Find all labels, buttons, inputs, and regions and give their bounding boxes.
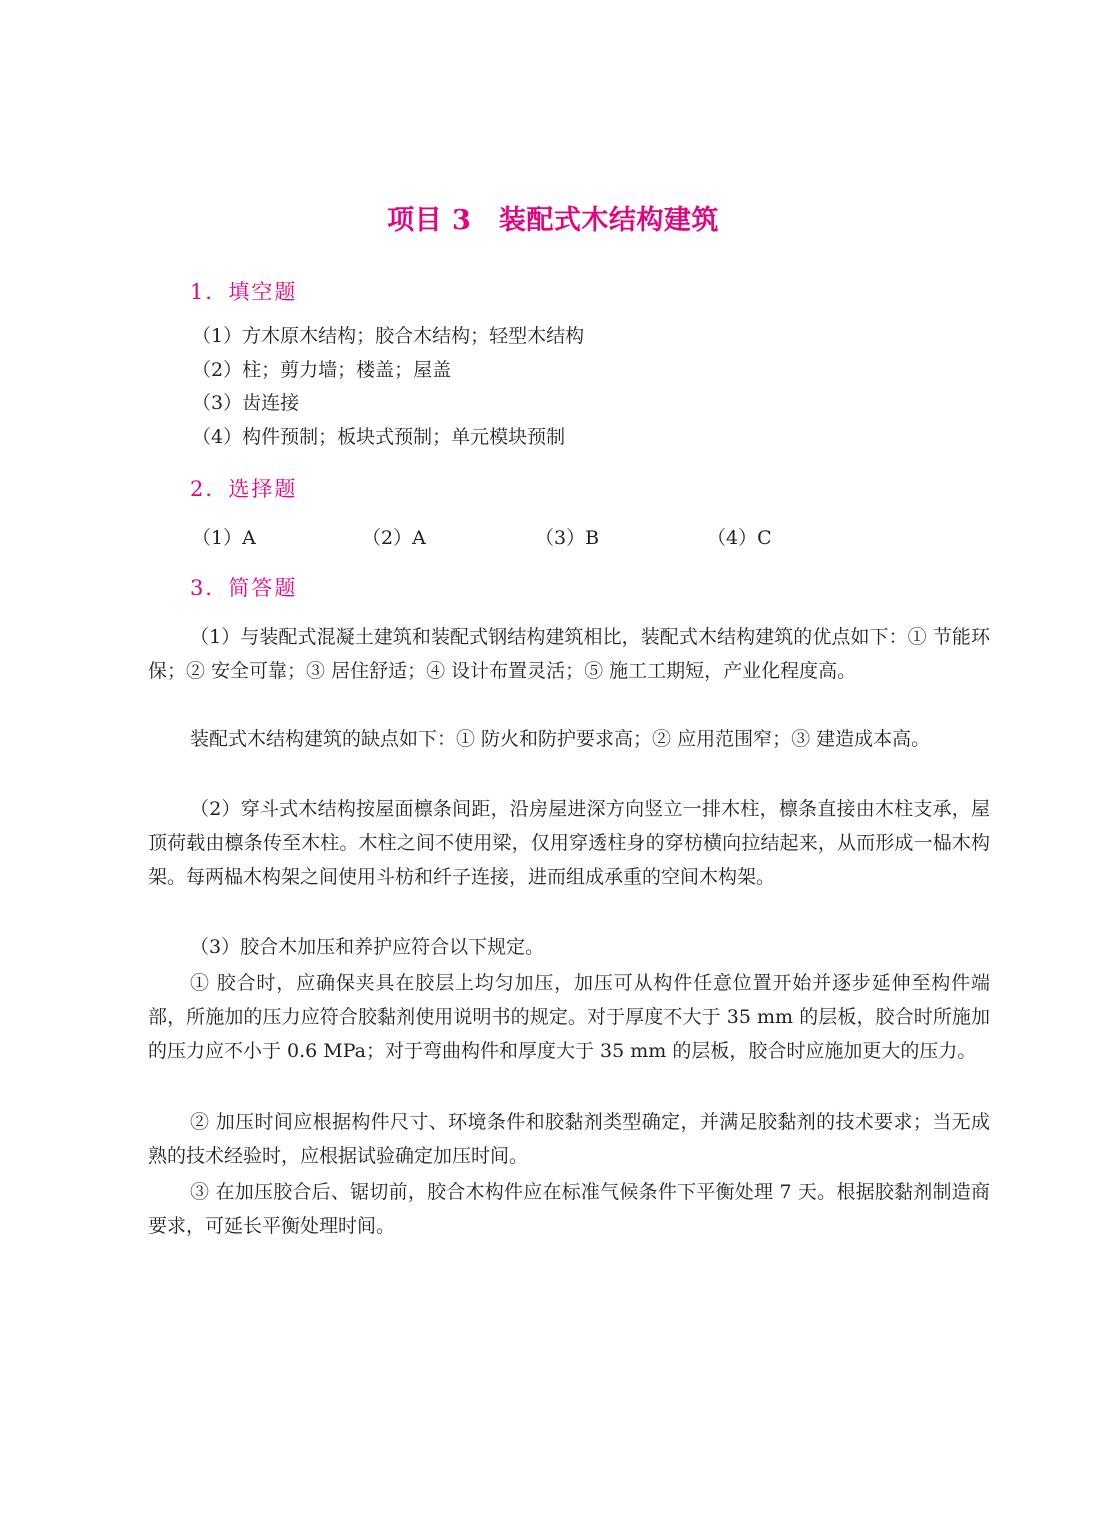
choice-answer-4: （4）C xyxy=(707,527,772,549)
short-answer-paragraph: ③ 在加压胶合后、锯切前，胶合木构件应在标准气候条件下平衡处理 7 天。根据胶黏剂制造商要求，可延长平衡处理时间。 xyxy=(148,1181,990,1237)
section-heading-fill-blank: 1．填空题 xyxy=(190,280,298,304)
fill-blank-answer-1: （1）方木原木结构；胶合木结构；轻型木结构 xyxy=(192,325,585,347)
section-heading-short-answer: 3．简答题 xyxy=(190,576,298,600)
short-answer-paragraph: ① 胶合时，应确保夹具在胶层上均匀加压，加压可从构件任意位置开始并逐步延伸至构件端部，所施加的压力应符合胶黏剂使用说明书的规定。对于厚度不大于 35 mm 的层板，胶合时所施加的压力应不小于 0.6 MPa；对于弯曲构件和厚度大于 35 mm 的层板，胶合时应施加更大的压力。 xyxy=(148,972,990,1062)
short-answer-paragraph: ② 加压时间应根据构件尺寸、环境条件和胶黏剂类型确定，并满足胶黏剂的技术要求；当无成熟的技术经验时，应根据试验确定加压时间。 xyxy=(148,1111,990,1167)
short-answer-paragraph: （3）胶合木加压和养护应符合以下规定。 xyxy=(190,936,545,958)
fill-blank-answer-2: （2）柱；剪力墙；楼盖；屋盖 xyxy=(192,359,452,381)
fill-blank-answer-3: （3）齿连接 xyxy=(192,392,300,414)
choice-answer-1: （1）A xyxy=(192,527,256,549)
short-answer-paragraph: （2）穿斗式木结构按屋面檩条间距，沿房屋进深方向竖立一排木柱，檩条直接由木柱支承，屋顶荷载由檩条传至木柱。木柱之间不使用梁，仅用穿透柱身的穿枋横向拉结起来，从而形成一榀木构架。每两榀木构架之间使用斗枋和纤子连接，进而组成承重的空间木构架。 xyxy=(148,798,990,888)
page-title: 项目 3 装配式木结构建筑 xyxy=(387,205,719,236)
section-heading-choice: 2．选择题 xyxy=(190,477,298,501)
choice-answer-3: （3）B xyxy=(535,527,600,549)
choice-answer-2: （2）A xyxy=(362,527,426,549)
short-answer-paragraph: 装配式木结构建筑的缺点如下：① 防火和防护要求高；② 应用范围窄；③ 建造成本高。 xyxy=(190,728,931,750)
short-answer-paragraph: （1）与装配式混凝土建筑和装配式钢结构建筑相比，装配式木结构建筑的优点如下：① 节能环保；② 安全可靠；③ 居住舒适；④ 设计布置灵活；⑤ 施工工期短，产业化程度高。 xyxy=(148,626,990,682)
fill-blank-answer-4: （4）构件预制；板块式预制；单元模块预制 xyxy=(192,426,566,448)
